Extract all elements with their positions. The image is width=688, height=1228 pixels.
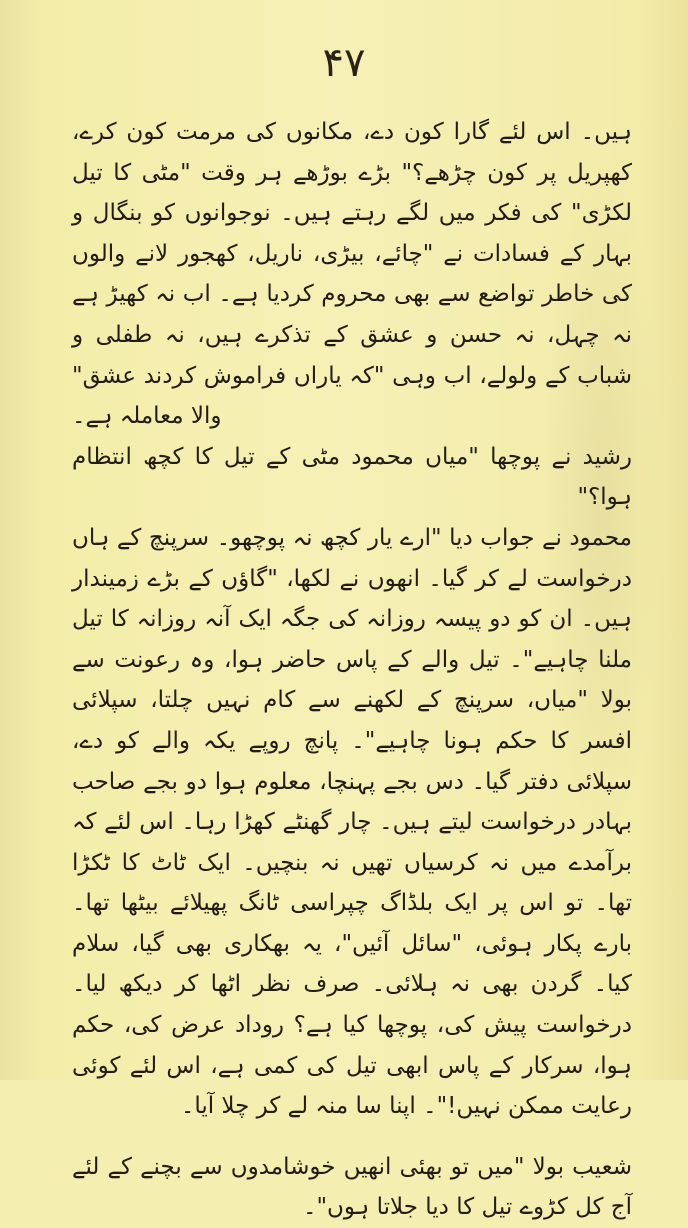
page-body-text [72,112,632,1228]
page-number: ۴۷ [322,40,366,86]
paragraph-3: محمود نے جواب دیا "ارے یار کچھ نہ پوچھو۔ سرپنچ کے ہاں درخواست لے کر گیا۔ انھوں نے لکھا، "گاؤں کے بڑے زمیندار ہیں۔ ان کو دو پیسہ روزانہ کی جگہ ایک آنہ روزانہ کا تیل ملنا چاہیے"۔ تیل والے کے پاس حاضر ہوا، وہ رعونت سے بولا "میاں، سرپنچ کے لکھنے سے کام نہیں چلتا، سپلائی افسر کا حکم ہونا چاہیے"۔ پانچ روپے یکہ والے کو دے، سپلائی دفتر گیا۔ دس بجے پہنچا، معلوم ہوا دو بجے صاحب بہادر درخواست لیتے ہیں۔ چار گھنٹے کھڑا رہا۔ اس لئے کہ برآمدے میں نہ کرسیاں تھیں نہ بنچیں۔ ایک ٹاٹ کا ٹکڑا تھا۔ تو اس پر ایک بلڈاگ چپراسی ٹانگ پھیلائے بیٹھا تھا۔ بارے پکار ہوئی، "سائل آئیں"، یہ بھکاری بھی گیا، سلام کیا۔ گردن بھی نہ ہلائی۔ صرف نظر اٹھا کر دیکھ لیا۔ درخواست پیش کی، پوچھا کیا ہے؟ روداد عرض کی، حکم ہوا، سرکار کے پاس ابھی تیل کی کمی ہے، اس لئے کوئی رعایت ممکن نہیں!"۔ اپنا سا منہ لے کر چلا آیا۔ [72,524,632,1120]
paragraph-4: شعیب بولا "میں تو بھئی انھیں خوشامدوں سے بچنے کے لئے آج کل کڑوے تیل کا دیا جلاتا ہوں"۔ [72,1153,632,1221]
paragraph-2: رشید نے پوچھا "میاں محمود مٹی کے تیل کا کچھ انتظام ہوا؟" [72,443,632,511]
paragraph-1: ہیں۔ اس لئے گارا کون دے، مکانوں کی مرمت کون کرے، کھپریل پر کون چڑھے؟" بڑے بوڑھے ہر وقت "مٹی کا تیل لکڑی" کی فکر میں لگے رہتے ہیں۔ نوجوانوں کو بنگال و بہار کے فسادات نے "چائے، بیڑی، ناریل، کھجور لانے والوں کی خاطر تواضع سے بھی محروم کردیا ہے۔ اب نہ کھیڑ ہے نہ چہل، نہ حسن و عشق کے تذکرے ہیں، نہ طفلی و شباب کے ولولے، اب وہی "کہ یاراں فراموش کردند عشق" والا معاملہ ہے۔ [72,119,632,430]
